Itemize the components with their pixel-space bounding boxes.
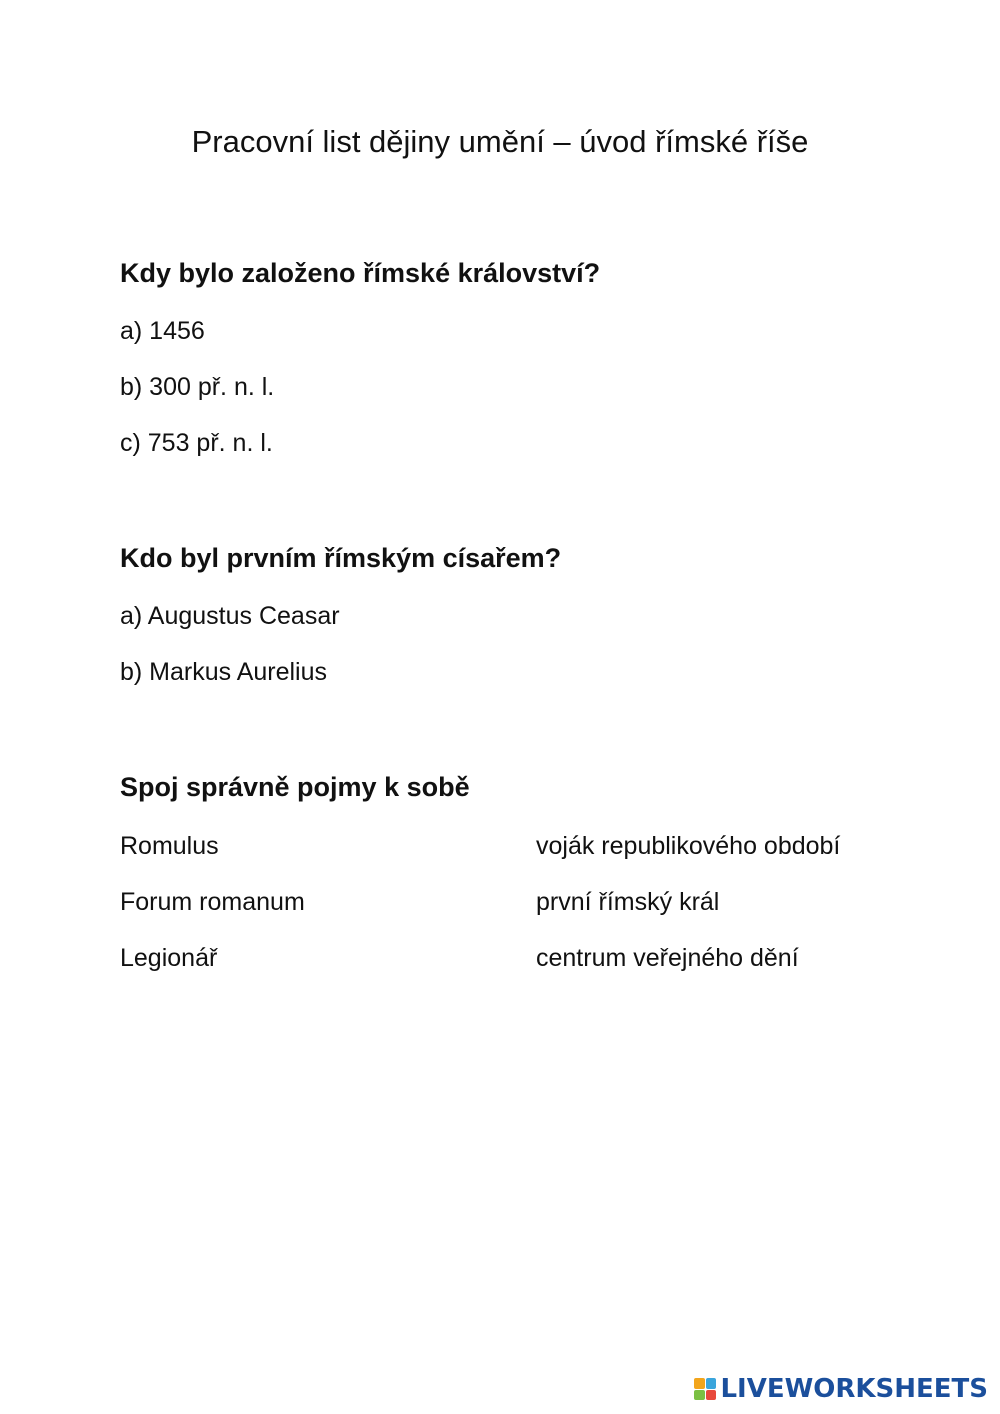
question-2-option-b: b) Markus Aurelius [120, 658, 328, 686]
question-2-option-a: a) Augustus Ceasar [120, 602, 340, 630]
question-1-option-c: c) 753 př. n. l. [120, 429, 273, 457]
page-title: Pracovní list dějiny umění – úvod římské říše [191, 124, 809, 159]
matching-left-term-3: Legionář [120, 944, 218, 972]
matching-heading: Spoj správně pojmy k sobě [120, 772, 470, 802]
liveworksheets-logo-icon [694, 1378, 716, 1400]
question-1-heading: Kdy bylo založeno římské království? [120, 258, 601, 288]
question-1-option-b: b) 300 př. n. l. [120, 373, 275, 401]
brand-text: LIVEWORKSHEETS [720, 1374, 988, 1404]
matching-right-term-3: centrum veřejného dění [536, 944, 799, 972]
matching-left-term-1: Romulus [120, 832, 219, 860]
matching-right-term-2: první římský král [536, 888, 720, 916]
matching-right-term-1: voják republikového období [536, 832, 841, 860]
matching-left-term-2: Forum romanum [120, 888, 305, 916]
question-2-heading: Kdo byl prvním římským císařem? [120, 543, 562, 573]
liveworksheets-brand [694, 1374, 988, 1404]
question-1-option-a: a) 1456 [120, 317, 205, 345]
